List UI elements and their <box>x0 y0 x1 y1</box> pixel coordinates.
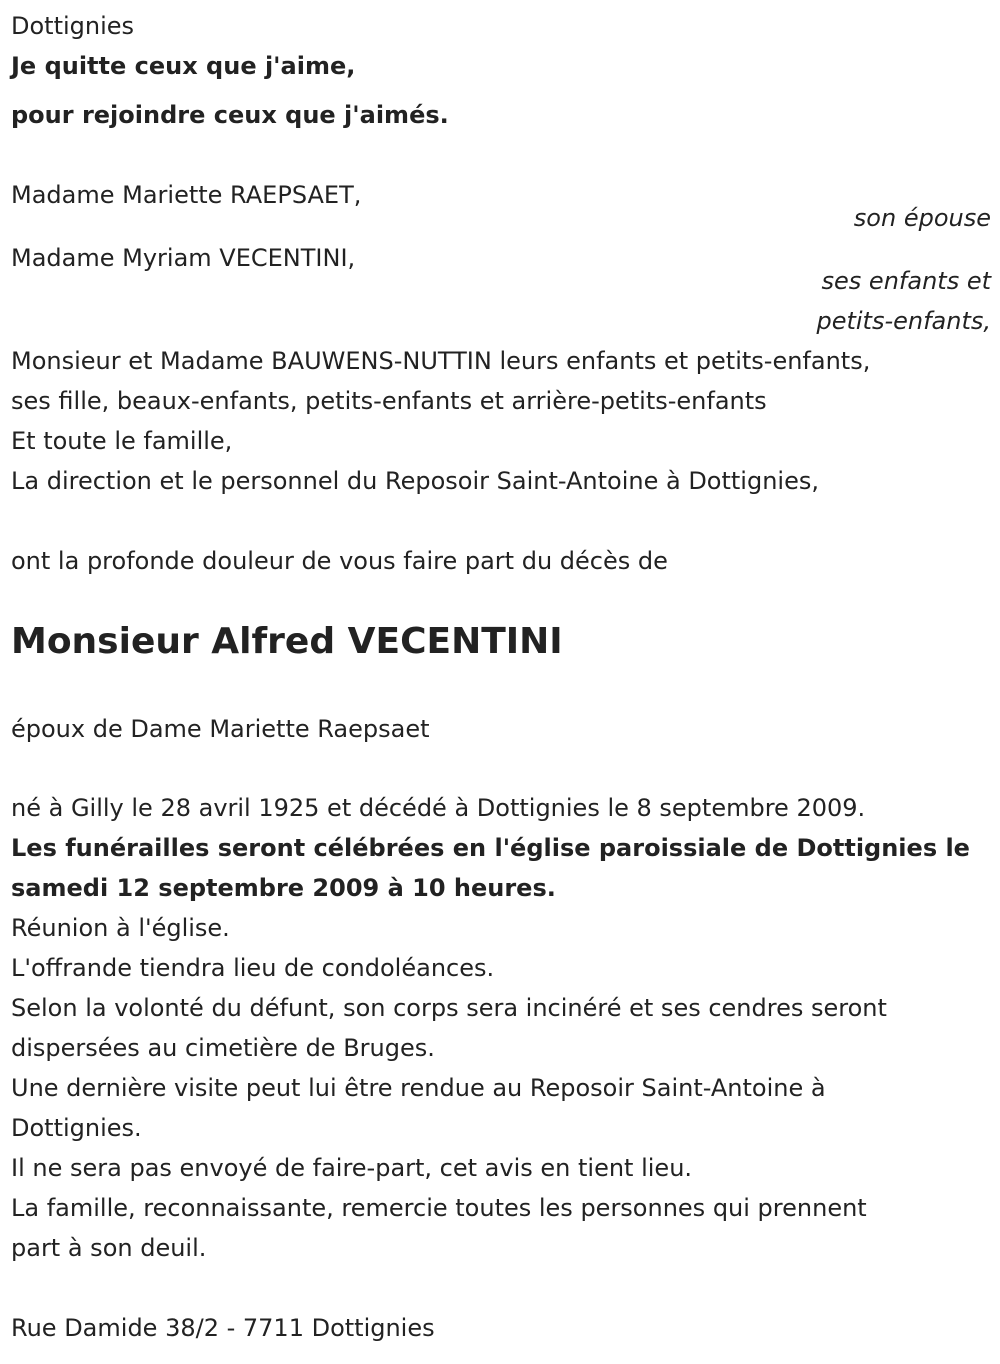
spouse-relation: son épouse <box>853 204 991 232</box>
family-line-famille: Et toute le famille, <box>11 427 233 455</box>
remerciement-line-2: part à son deuil. <box>11 1234 207 1262</box>
visite-line-1: Une dernière visite peut lui être rendue au Reposoir Saint-Antoine à <box>11 1074 826 1102</box>
child-relation-1: ses enfants et <box>821 267 991 295</box>
born-died: né à Gilly le 28 avril 1925 et décédé à Dottignies le 8 septembre 2009. <box>11 794 866 822</box>
quote-line-2: pour rejoindre ceux que j'aimés. <box>11 101 449 129</box>
quote-line-1: Je quitte ceux que j'aime, <box>11 52 356 80</box>
fairepart: Il ne sera pas envoyé de faire-part, cet avis en tient lieu. <box>11 1154 693 1182</box>
announcement: ont la profonde douleur de vous faire part du décès de <box>11 547 668 575</box>
child-name: Madame Myriam VECENTINI, <box>11 244 356 272</box>
family-line-bauwens: Monsieur et Madame BAUWENS-NUTTIN leurs enfants et petits-enfants, <box>11 347 871 375</box>
spouse-of: époux de Dame Mariette Raepsaet <box>11 715 430 743</box>
offrande: L'offrande tiendra lieu de condoléances. <box>11 954 495 982</box>
remerciement-line-1: La famille, reconnaissante, remercie toutes les personnes qui prennent <box>11 1194 867 1222</box>
family-line-direction: La direction et le personnel du Reposoir Saint-Antoine à Dottignies, <box>11 467 819 495</box>
volonte-line-1: Selon la volonté du défunt, son corps sera incinéré et ses cendres seront <box>11 994 887 1022</box>
spouse-name: Madame Mariette RAEPSAET, <box>11 181 362 209</box>
funeral-line-2: samedi 12 septembre 2009 à 10 heures. <box>11 874 556 902</box>
reunion: Réunion à l'église. <box>11 914 230 942</box>
funeral-line-1: Les funérailles seront célébrées en l'église paroissiale de Dottignies le <box>11 834 970 862</box>
address: Rue Damide 38/2 - 7711 Dottignies <box>11 1314 435 1342</box>
child-relation-2: petits-enfants, <box>816 307 991 335</box>
deceased-name: Monsieur Alfred VECENTINI <box>11 621 563 662</box>
family-line-fille: ses fille, beaux-enfants, petits-enfants et arrière-petits-enfants <box>11 387 767 415</box>
volonte-line-2: dispersées au cimetière de Bruges. <box>11 1034 435 1062</box>
town-header: Dottignies <box>11 12 135 40</box>
visite-line-2: Dottignies. <box>11 1114 142 1142</box>
